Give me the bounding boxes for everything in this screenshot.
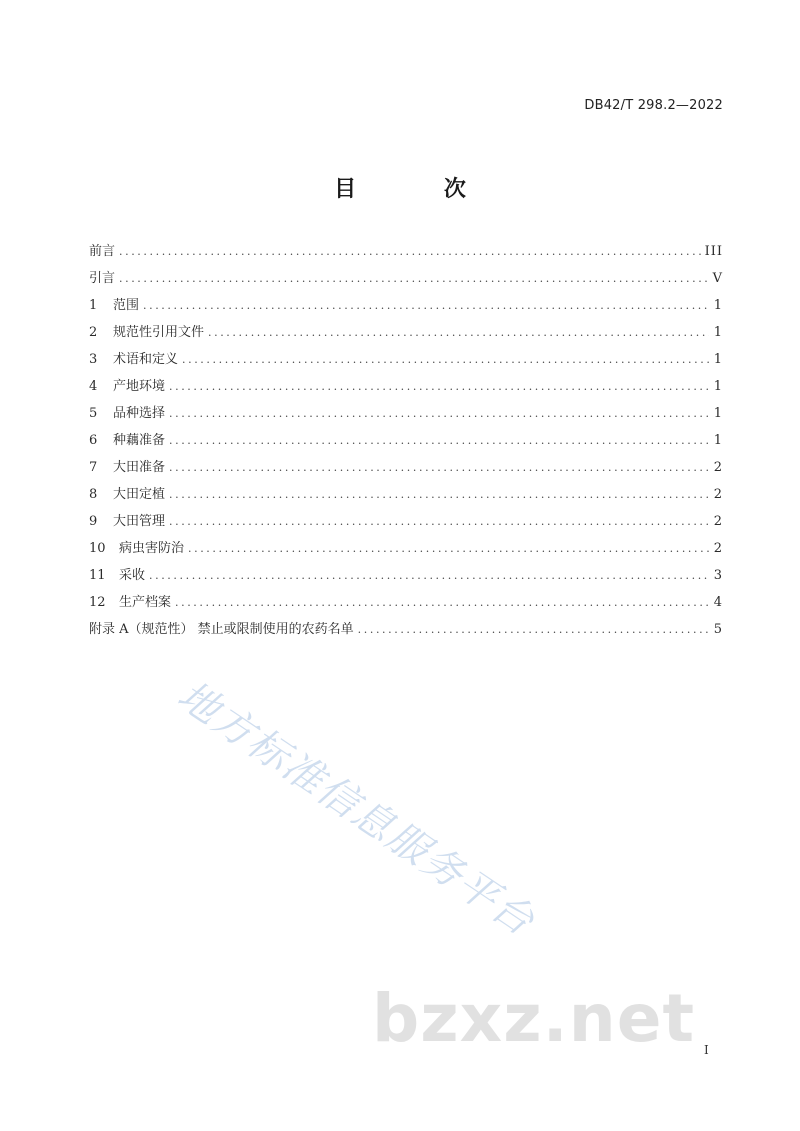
toc-page-number: 1 (713, 433, 723, 448)
toc-entry-4[interactable] (89, 375, 723, 402)
toc-label: 大田管理 (113, 514, 166, 529)
toc-page-number: 2 (713, 514, 723, 529)
toc-page-number: 1 (713, 298, 723, 313)
toc-leader-dots (143, 299, 709, 312)
toc-label: 产地环境 (113, 379, 166, 394)
toc-label: 规范性引用文件 (113, 325, 205, 340)
toc-leader-dots (169, 407, 709, 420)
toc-leader-dots (358, 623, 709, 636)
toc-label: 病虫害防治 (119, 541, 185, 556)
page-title: 目 次 (334, 177, 506, 202)
toc-entry-2[interactable] (89, 321, 723, 348)
toc-leader-dots (169, 488, 709, 501)
toc-entry-10[interactable] (89, 537, 723, 564)
toc-page-number: 5 (713, 622, 723, 637)
toc-label: 范围 (113, 298, 140, 313)
toc-section-number: 9 (89, 514, 98, 529)
document-code: DB42/T 298.2—2022 (584, 98, 723, 113)
watermark-english: bzxz.net (372, 980, 696, 1057)
toc-label: 种藕准备 (113, 433, 166, 448)
toc-section-number: 2 (89, 325, 98, 340)
toc-label: 品种选择 (113, 406, 166, 421)
toc-section-number: 5 (89, 406, 98, 421)
toc-leader-dots (169, 515, 709, 528)
toc-entry-8[interactable] (89, 483, 723, 510)
toc-section-number: 1 (89, 298, 98, 313)
watermark-chinese: 地方标准信息服务平台 (169, 672, 544, 946)
toc-page-number: 2 (713, 541, 723, 556)
toc-leader-dots (188, 542, 709, 555)
toc-entry-5[interactable] (89, 402, 723, 429)
toc-section-number: 3 (89, 352, 98, 367)
table-of-contents (89, 240, 723, 645)
toc-leader-dots (169, 434, 709, 447)
toc-leader-dots (182, 353, 709, 366)
toc-page-number: 2 (713, 487, 723, 502)
toc-entry-3[interactable] (89, 348, 723, 375)
toc-label: 生产档案 (119, 595, 172, 610)
toc-entry-9[interactable] (89, 510, 723, 537)
toc-page-number: V (712, 271, 723, 286)
toc-label: 引言 (89, 271, 116, 286)
toc-leader-dots (119, 272, 709, 285)
toc-entry-appendix-a[interactable] (89, 618, 723, 645)
toc-page-number: 1 (713, 352, 723, 367)
toc-entry-introduction[interactable] (89, 267, 723, 294)
toc-label: 采收 (119, 568, 146, 583)
toc-leader-dots (169, 380, 709, 393)
toc-label: 大田定植 (113, 487, 166, 502)
toc-section-number: 10 (89, 541, 106, 556)
toc-page-number: 1 (713, 325, 723, 340)
toc-label: 前言 (89, 244, 116, 259)
toc-page-number: 1 (713, 379, 723, 394)
page-number: I (704, 1043, 709, 1057)
toc-leader-dots (175, 596, 709, 609)
toc-page-number: 2 (713, 460, 723, 475)
toc-section-number: 6 (89, 433, 98, 448)
toc-label: 大田准备 (113, 460, 166, 475)
toc-page-number: 3 (713, 568, 723, 583)
toc-label: 术语和定义 (113, 352, 179, 367)
toc-page-number: 1 (713, 406, 723, 421)
toc-section-number: 11 (89, 568, 106, 583)
toc-leader-dots (208, 326, 709, 339)
toc-section-number: 8 (89, 487, 98, 502)
toc-entry-11[interactable] (89, 564, 723, 591)
toc-entry-7[interactable] (89, 456, 723, 483)
toc-leader-dots (119, 245, 701, 258)
toc-page-number: 4 (713, 595, 723, 610)
toc-page-number: III (704, 244, 723, 259)
toc-entry-1[interactable] (89, 294, 723, 321)
toc-leader-dots (149, 569, 709, 582)
toc-entry-foreword[interactable] (89, 240, 723, 267)
toc-leader-dots (169, 461, 709, 474)
toc-section-number: 12 (89, 595, 106, 610)
toc-section-number: 4 (89, 379, 98, 394)
toc-section-number: 7 (89, 460, 98, 475)
toc-label: 附录 A（规范性） 禁止或限制使用的农药名单 (89, 622, 354, 637)
toc-entry-6[interactable] (89, 429, 723, 456)
toc-entry-12[interactable] (89, 591, 723, 618)
